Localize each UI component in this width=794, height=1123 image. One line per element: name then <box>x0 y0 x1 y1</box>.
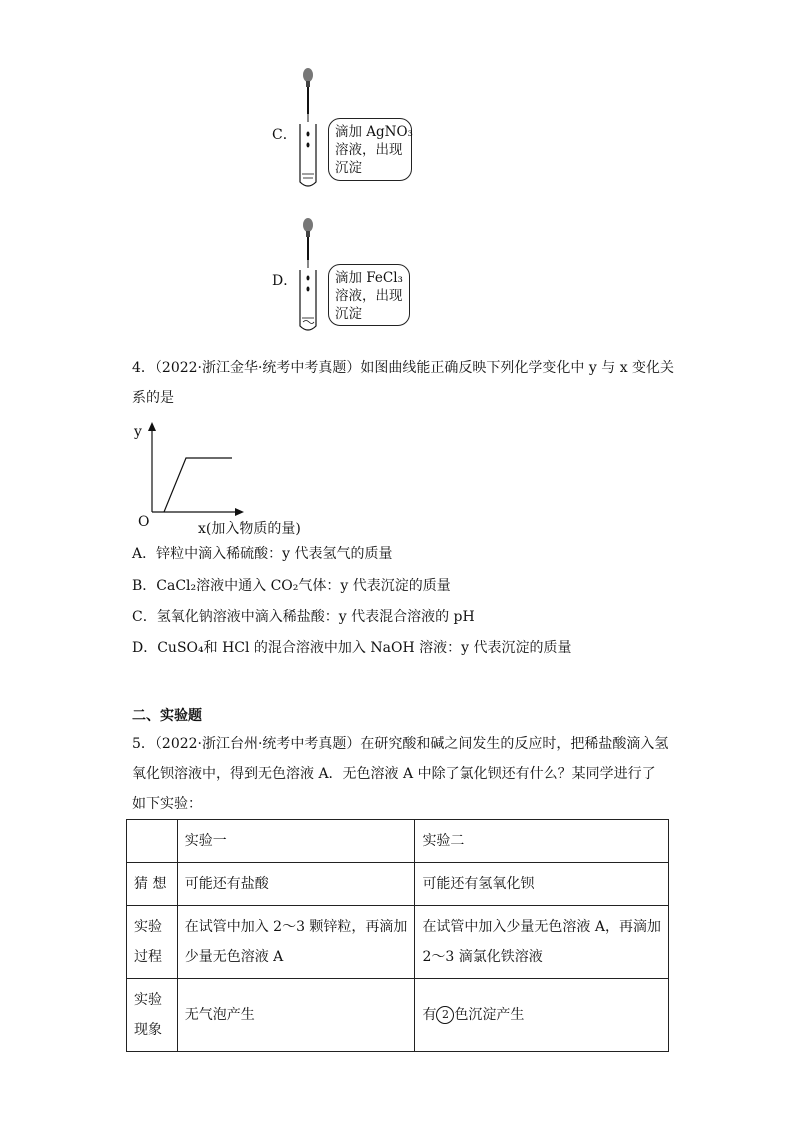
table-cell <box>177 906 415 979</box>
question-4-stem-line2: 系的是 <box>132 390 174 406</box>
cell-line: 在试管中加入少量无色溶液 A，再滴加 <box>422 919 661 935</box>
cell-line: 2～3 滴氯化铁溶液 <box>422 949 543 965</box>
graph-x-axis-label: x(加入物质的量) <box>198 521 301 537</box>
label-line: 实验 <box>134 919 162 935</box>
row-label-guess: 猜 想 <box>127 863 178 906</box>
graph-origin-label: O <box>138 514 150 530</box>
question-5-line2: 氧化钡溶液中，得到无色溶液 A．无色溶液 A 中除了氯化钡还有什么？某同学进行了 <box>132 766 656 782</box>
row-label-process <box>127 906 178 979</box>
option-c-label: C． <box>272 127 297 143</box>
table-header-row <box>127 820 669 863</box>
callout-line: 滴加 FeCl₃ <box>335 270 403 286</box>
option-d-label: D． <box>272 273 298 289</box>
label-line: 实验 <box>134 992 162 1008</box>
question-4-stem-line1: 4．（2022·浙江金华·统考中考真题）如图曲线能正确反映下列化学变化中 y 与 x 变化关 <box>132 360 675 376</box>
cell-line: 在试管中加入 2～3 颗锌粒，再滴加 <box>184 919 408 935</box>
table-row <box>127 979 669 1052</box>
blank-number-2: 2 <box>436 1006 454 1024</box>
callout-line: 溶液，出现 <box>335 142 403 158</box>
table-cell <box>415 979 669 1052</box>
callout-line: 溶液，出现 <box>335 288 403 304</box>
label-line: 过程 <box>134 949 162 965</box>
question-4-graph <box>128 420 318 520</box>
option-b: B．CaCl₂溶液中通入 CO₂气体：y 代表沉淀的质量 <box>132 578 451 594</box>
graph-y-axis-label: y <box>134 424 142 440</box>
cell-text: 有 <box>422 1007 437 1023</box>
table-cell: 可能还有盐酸 <box>177 863 415 906</box>
option-d-callout <box>328 264 410 326</box>
table-row <box>127 906 669 979</box>
callout-line: 沉淀 <box>335 306 362 322</box>
question-5-line3: 如下实验： <box>132 796 202 812</box>
section-title: 二、实验题 <box>132 708 202 724</box>
table-cell: 可能还有氢氧化钡 <box>415 863 669 906</box>
row-label-phenomenon <box>127 979 178 1052</box>
test-tube-dropper-c-illustration <box>292 66 328 192</box>
callout-line: 滴加 AgNO₃ <box>335 124 413 140</box>
label-line: 现象 <box>134 1022 162 1038</box>
table-row <box>127 863 669 906</box>
option-c-callout <box>328 118 412 181</box>
table-cell <box>127 820 178 863</box>
table-cell: 实验二 <box>415 820 669 863</box>
cell-line: 少量无色溶液 A <box>184 949 284 965</box>
experiment-table <box>126 819 669 1052</box>
callout-line: 沉淀 <box>335 160 362 176</box>
option-c: C．氢氧化钠溶液中滴入稀盐酸：y 代表混合溶液的 pH <box>132 609 475 625</box>
table-cell: 实验一 <box>177 820 415 863</box>
question-5-line1: 5．（2022·浙江台州·统考中考真题）在研究酸和碱之间发生的反应时，把稀盐酸滴入氢 <box>132 736 669 752</box>
cell-text: 色沉淀产生 <box>454 1007 525 1023</box>
option-a: A．锌粒中滴入稀硫酸：y 代表氢气的质量 <box>132 546 393 562</box>
test-tube-dropper-d-illustration <box>292 216 328 336</box>
option-d: D．CuSO₄和 HCl 的混合溶液中加入 NaOH 溶液：y 代表沉淀的质量 <box>132 640 572 656</box>
table-cell <box>415 906 669 979</box>
table-cell: 无气泡产生 <box>177 979 415 1052</box>
